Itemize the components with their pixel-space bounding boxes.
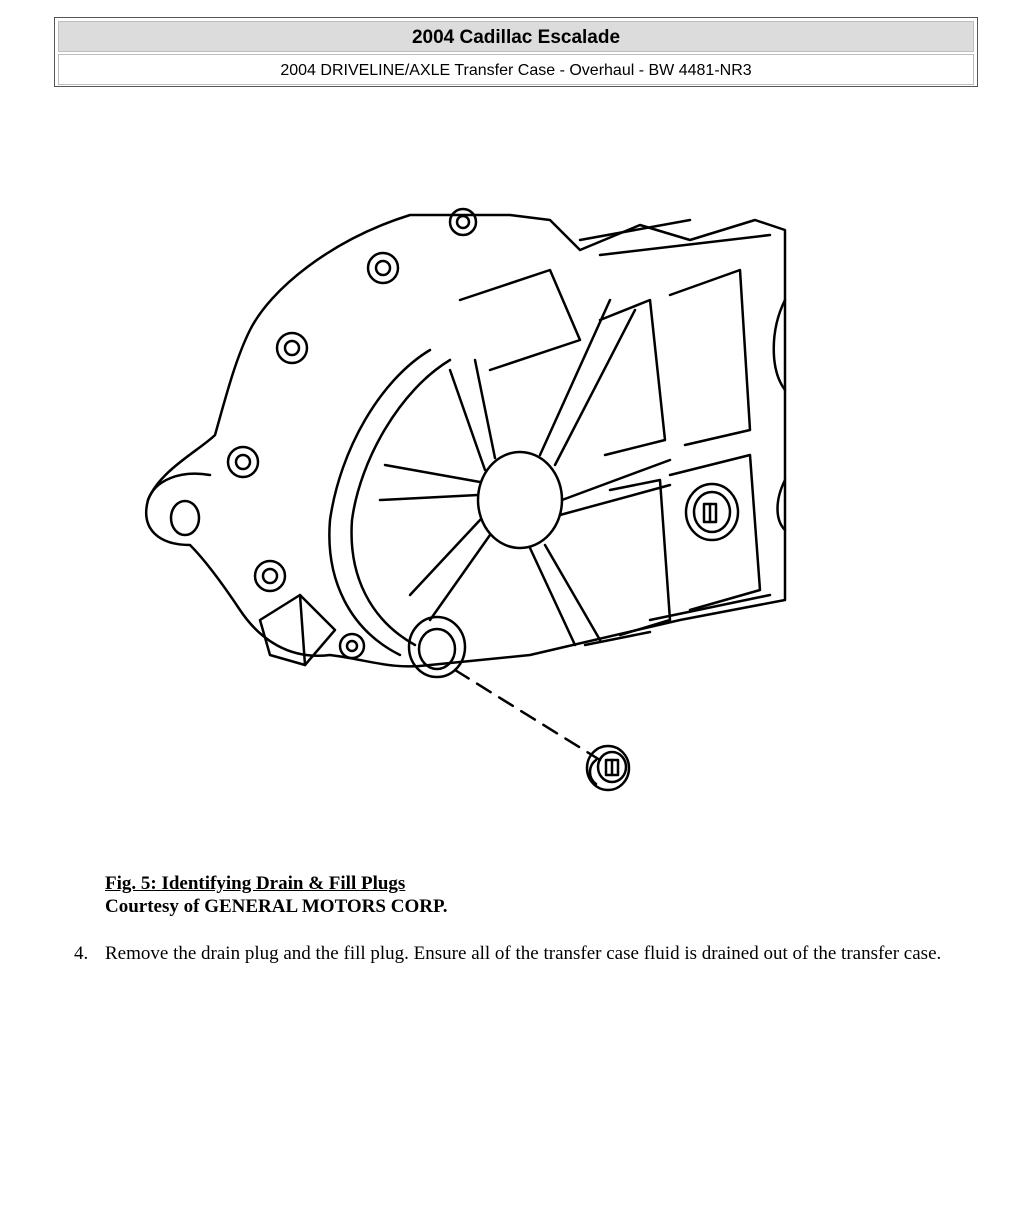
figure-title-link[interactable]: Fig. 5: Identifying Drain & Fill Plugs (105, 873, 406, 894)
transfer-case-drawing (130, 200, 810, 810)
figure-courtesy: Courtesy of GENERAL MOTORS CORP. (105, 896, 448, 917)
figure-caption (105, 872, 448, 918)
document-header (54, 17, 978, 87)
document-subtitle: 2004 DRIVELINE/AXLE Transfer Case - Overhaul - BW 4481-NR3 (58, 54, 974, 85)
document-title: 2004 Cadillac Escalade (58, 21, 974, 52)
step-number: 4. (74, 943, 89, 964)
step-text: Remove the drain plug and the fill plug. Ensure all of the transfer case fluid is drained out of the transfer case. (105, 943, 942, 964)
procedure-step (74, 942, 974, 965)
transfer-case-illustration (130, 200, 810, 810)
